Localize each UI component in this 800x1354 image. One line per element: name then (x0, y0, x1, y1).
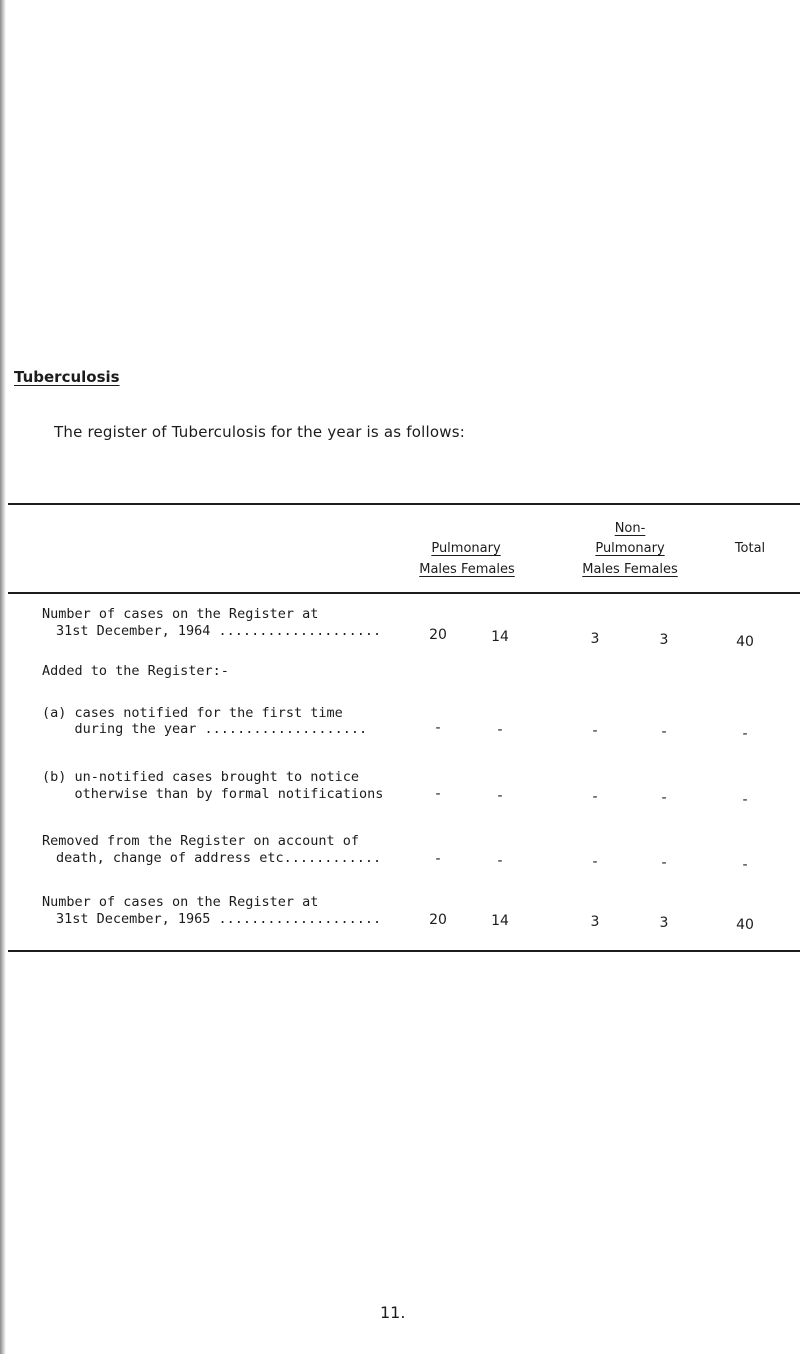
cell-total: 40 (736, 634, 754, 650)
cell-nonpulmonary-males: - (592, 723, 598, 739)
cell-nonpulmonary-males: - (592, 854, 598, 870)
cell-pulmonary-males: - (435, 786, 441, 802)
cell-nonpulmonary-females: - (661, 855, 667, 871)
col-nonpulmonary-sub: Males Females (582, 562, 678, 577)
row-label-line2: death, change of address etc............ (56, 850, 382, 866)
row-label-line1: Removed from the Register on account of (42, 833, 359, 849)
col-pulmonary-sub: Males Females (419, 562, 515, 577)
cell-total: - (742, 857, 748, 873)
cell-nonpulmonary-males: 3 (590, 914, 600, 930)
cell-pulmonary-females: 14 (491, 629, 509, 645)
cell-nonpulmonary-males: 3 (590, 631, 600, 647)
intro-text: The register of Tuberculosis for the year is as follows: (54, 423, 465, 441)
table-top-rule (8, 503, 800, 505)
cell-pulmonary-males: 20 (429, 912, 447, 928)
cell-total: - (742, 792, 748, 808)
page-number: 11. (380, 1303, 406, 1322)
row-label-line2: otherwise than by formal notifications (42, 786, 384, 802)
row-label-line2: 31st December, 1964 .................... (56, 623, 382, 639)
cell-pulmonary-males: - (435, 720, 441, 736)
cell-nonpulmonary-females: - (661, 790, 667, 806)
cell-nonpulmonary-females: 3 (659, 632, 669, 648)
cell-nonpulmonary-males: - (592, 789, 598, 805)
row-label-line1: (a) cases notified for the first time (42, 705, 343, 721)
row-label-line1: Added to the Register:- (42, 663, 229, 679)
row-label-line1: Number of cases on the Register at (42, 606, 319, 622)
col-nonpulmonary-title-2: Pulmonary (595, 541, 665, 556)
row-label-line1: (b) un-notified cases brought to notice (42, 769, 359, 785)
cell-total: 40 (736, 917, 754, 933)
row-label-line2: during the year .................... (42, 721, 368, 737)
col-total: Total (734, 541, 766, 556)
header-bottom-rule (8, 592, 800, 594)
cell-pulmonary-females: - (497, 788, 503, 804)
section-heading: Tuberculosis (14, 368, 120, 386)
cell-pulmonary-females: - (497, 722, 503, 738)
cell-nonpulmonary-females: - (661, 724, 667, 740)
cell-pulmonary-males: 20 (429, 627, 447, 643)
row-label-line2: 31st December, 1965 .................... (56, 911, 382, 927)
cell-total: - (742, 726, 748, 742)
cell-pulmonary-females: - (497, 853, 503, 869)
cell-pulmonary-females: 14 (491, 913, 509, 929)
cell-nonpulmonary-females: 3 (659, 915, 669, 931)
cell-pulmonary-males: - (435, 851, 441, 867)
col-nonpulmonary-title-1: Non- (614, 521, 646, 536)
row-label-line1: Number of cases on the Register at (42, 894, 319, 910)
table-bottom-rule (8, 950, 800, 952)
scan-edge (0, 0, 6, 1354)
col-pulmonary-title: Pulmonary (431, 541, 501, 556)
